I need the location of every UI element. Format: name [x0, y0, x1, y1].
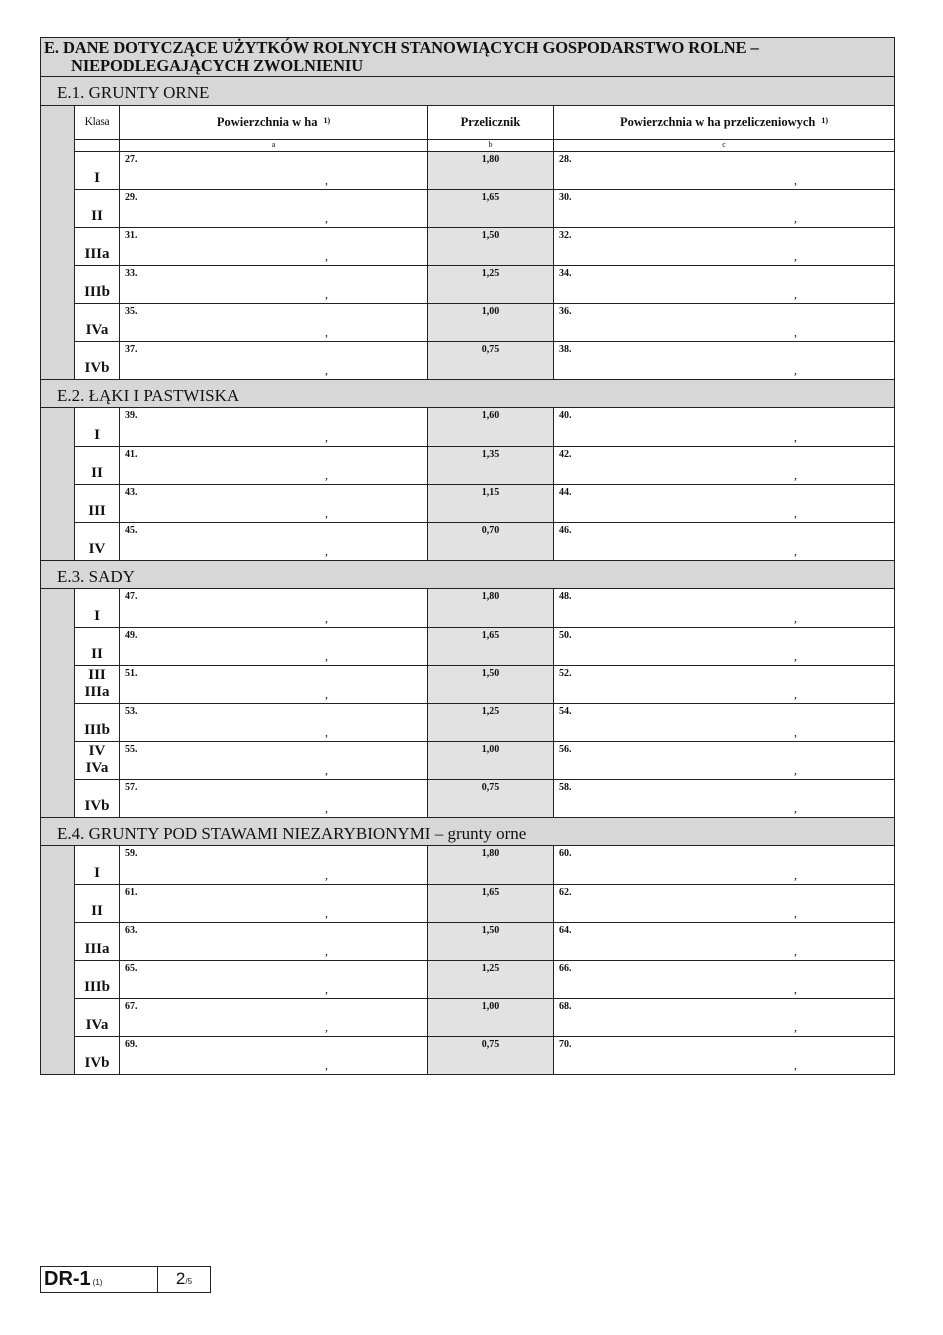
- converted-area-field[interactable]: [554, 1037, 894, 1074]
- decimal-comma: ,: [794, 1058, 797, 1072]
- decimal-comma: ,: [794, 687, 797, 701]
- field-number: 38.: [559, 344, 572, 355]
- field-number: 51.: [125, 668, 138, 679]
- table-row: [75, 846, 894, 884]
- decimal-comma: ,: [325, 363, 328, 377]
- class-label-line: IVa: [85, 760, 109, 776]
- class-label-line: I: [94, 608, 100, 624]
- left-margin: [41, 589, 74, 817]
- converted-area-field[interactable]: [554, 628, 894, 665]
- form-section-e: [40, 37, 895, 1075]
- decimal-comma: ,: [325, 982, 328, 996]
- area-field[interactable]: [120, 408, 428, 446]
- factor-value: 1,50: [481, 668, 500, 679]
- class-label: [75, 628, 120, 665]
- table-row: [75, 884, 894, 922]
- converted-area-field[interactable]: [554, 923, 894, 960]
- field-number: 58.: [559, 782, 572, 793]
- page-current: 2: [175, 1269, 186, 1288]
- field-number: 70.: [559, 1039, 572, 1050]
- converted-area-field[interactable]: [554, 780, 894, 817]
- class-label: [75, 742, 120, 779]
- class-label-line: IIIb: [84, 284, 110, 300]
- class-label-line: IIIb: [84, 722, 110, 738]
- table-row: [75, 341, 894, 379]
- converted-area-field[interactable]: [554, 846, 894, 884]
- subsection-table: [74, 589, 894, 817]
- class-label: [75, 342, 120, 379]
- decimal-comma: ,: [325, 287, 328, 301]
- area-field[interactable]: [120, 666, 428, 703]
- factor-value: 1,60: [481, 410, 500, 421]
- field-number: 53.: [125, 706, 138, 717]
- decimal-comma: ,: [325, 725, 328, 739]
- decimal-comma: ,: [794, 763, 797, 777]
- factor-value: 0,70: [481, 525, 500, 536]
- column-letter-row: [75, 139, 894, 151]
- decimal-comma: ,: [325, 506, 328, 520]
- table-row: [75, 1036, 894, 1074]
- class-label: [75, 228, 120, 265]
- field-number: 35.: [125, 306, 138, 317]
- table-row: [75, 151, 894, 189]
- class-label-line: IV: [88, 541, 106, 557]
- section-title: [41, 38, 894, 77]
- decimal-comma: ,: [794, 906, 797, 920]
- area-field[interactable]: [120, 342, 428, 379]
- area-field[interactable]: [120, 961, 428, 998]
- field-number: 37.: [125, 344, 138, 355]
- table-row: [75, 522, 894, 560]
- converted-area-field[interactable]: [554, 999, 894, 1036]
- decimal-comma: ,: [325, 944, 328, 958]
- converted-area-field[interactable]: [554, 485, 894, 522]
- decimal-comma: ,: [794, 868, 797, 882]
- conversion-factor: [428, 190, 554, 227]
- conversion-factor: [428, 780, 554, 817]
- left-margin: [41, 106, 74, 379]
- field-number: 30.: [559, 192, 572, 203]
- form-version: (1): [92, 1278, 103, 1287]
- subsection-title: E.1. GRUNTY ORNE: [41, 77, 894, 105]
- factor-value: 0,75: [481, 344, 500, 355]
- decimal-comma: ,: [325, 906, 328, 920]
- left-margin: [41, 846, 74, 1074]
- field-number: 41.: [125, 449, 138, 460]
- class-label-line: IIIa: [84, 684, 110, 700]
- subsection-table: [74, 408, 894, 560]
- area-field[interactable]: [120, 885, 428, 922]
- converted-area-field[interactable]: [554, 704, 894, 741]
- decimal-comma: ,: [325, 325, 328, 339]
- class-label: [75, 666, 120, 703]
- decimal-comma: ,: [325, 430, 328, 444]
- conversion-factor: [428, 923, 554, 960]
- conversion-factor: [428, 885, 554, 922]
- area-field[interactable]: [120, 742, 428, 779]
- table-row: [75, 741, 894, 779]
- converted-area-field[interactable]: [554, 342, 894, 379]
- factor-value: 1,80: [481, 848, 500, 859]
- decimal-comma: ,: [794, 173, 797, 187]
- form-code: [41, 1267, 158, 1292]
- header-klasa: Klasa: [75, 106, 120, 139]
- factor-value: 1,65: [481, 887, 500, 898]
- factor-value: 0,75: [481, 782, 500, 793]
- converted-area-field[interactable]: [554, 152, 894, 189]
- form-footer: [40, 1266, 211, 1293]
- class-label-line: IV: [88, 743, 106, 759]
- subsection-table: [74, 106, 894, 379]
- conversion-factor: [428, 846, 554, 884]
- decimal-comma: ,: [794, 506, 797, 520]
- conversion-factor: [428, 1037, 554, 1074]
- factor-value: 1,50: [481, 230, 500, 241]
- class-label: [75, 999, 120, 1036]
- subsection-title: E.2. ŁĄKI I PASTWISKA: [41, 379, 894, 407]
- class-label-line: III: [88, 667, 106, 683]
- field-number: 27.: [125, 154, 138, 165]
- field-number: 54.: [559, 706, 572, 717]
- factor-value: 1,65: [481, 630, 500, 641]
- class-label-line: IVa: [85, 322, 109, 338]
- conversion-factor: [428, 408, 554, 446]
- decimal-comma: ,: [794, 725, 797, 739]
- class-label: [75, 304, 120, 341]
- left-margin: [41, 408, 74, 560]
- decimal-comma: ,: [325, 868, 328, 882]
- conversion-factor: [428, 704, 554, 741]
- field-number: 64.: [559, 925, 572, 936]
- class-label-line: IVa: [85, 1017, 109, 1033]
- factor-value: 1,25: [481, 706, 500, 717]
- conversion-factor: [428, 589, 554, 627]
- field-number: 48.: [559, 591, 572, 602]
- converted-area-field[interactable]: [554, 885, 894, 922]
- table-row: [75, 265, 894, 303]
- area-field[interactable]: [120, 1037, 428, 1074]
- area-field[interactable]: [120, 304, 428, 341]
- header-factor: Przelicznik: [428, 106, 554, 139]
- table-row: [75, 960, 894, 998]
- decimal-comma: ,: [794, 287, 797, 301]
- class-label-line: IIIa: [84, 246, 110, 262]
- decimal-comma: ,: [794, 468, 797, 482]
- table-row: [75, 665, 894, 703]
- table-row: [75, 627, 894, 665]
- factor-value: 1,50: [481, 925, 500, 936]
- field-number: 56.: [559, 744, 572, 755]
- area-field[interactable]: [120, 190, 428, 227]
- converted-area-field[interactable]: [554, 408, 894, 446]
- converted-area-field[interactable]: [554, 266, 894, 303]
- field-number: 61.: [125, 887, 138, 898]
- decimal-comma: ,: [325, 468, 328, 482]
- decimal-comma: ,: [325, 611, 328, 625]
- field-number: 45.: [125, 525, 138, 536]
- conversion-factor: [428, 447, 554, 484]
- field-number: 69.: [125, 1039, 138, 1050]
- field-number: 50.: [559, 630, 572, 641]
- class-label: [75, 961, 120, 998]
- field-number: 59.: [125, 848, 138, 859]
- decimal-comma: ,: [325, 544, 328, 558]
- class-label-line: III: [88, 503, 106, 519]
- converted-area-field[interactable]: [554, 961, 894, 998]
- conversion-factor: [428, 666, 554, 703]
- field-number: 62.: [559, 887, 572, 898]
- conversion-factor: [428, 742, 554, 779]
- table-row: [75, 703, 894, 741]
- factor-value: 1,15: [481, 487, 500, 498]
- field-number: 44.: [559, 487, 572, 498]
- converted-area-field[interactable]: [554, 523, 894, 560]
- field-number: 31.: [125, 230, 138, 241]
- subsection-body: [41, 588, 894, 817]
- subsection-table: [74, 846, 894, 1074]
- field-number: 28.: [559, 154, 572, 165]
- area-field[interactable]: [120, 523, 428, 560]
- field-number: 43.: [125, 487, 138, 498]
- class-label-line: II: [91, 208, 103, 224]
- table-row: [75, 922, 894, 960]
- header-converted-label: Powierzchnia w ha przeliczeniowych: [619, 115, 816, 129]
- decimal-comma: ,: [794, 611, 797, 625]
- decimal-comma: ,: [325, 173, 328, 187]
- field-number: 47.: [125, 591, 138, 602]
- factor-value: 1,00: [481, 744, 500, 755]
- class-label: [75, 846, 120, 884]
- class-label: [75, 523, 120, 560]
- page-number: [158, 1267, 210, 1292]
- field-number: 32.: [559, 230, 572, 241]
- class-label: [75, 923, 120, 960]
- table-row: [75, 779, 894, 817]
- conversion-factor: [428, 485, 554, 522]
- factor-value: 1,00: [481, 1001, 500, 1012]
- factor-value: 1,25: [481, 963, 500, 974]
- field-number: 63.: [125, 925, 138, 936]
- field-number: 60.: [559, 848, 572, 859]
- class-label: [75, 190, 120, 227]
- class-label: [75, 266, 120, 303]
- area-field[interactable]: [120, 589, 428, 627]
- decimal-comma: ,: [325, 249, 328, 263]
- class-label: [75, 408, 120, 446]
- decimal-comma: ,: [794, 325, 797, 339]
- class-label-line: I: [94, 170, 100, 186]
- class-label-line: IVb: [84, 798, 110, 814]
- area-field[interactable]: [120, 846, 428, 884]
- subsection-body: [41, 105, 894, 379]
- decimal-comma: ,: [794, 544, 797, 558]
- field-number: 49.: [125, 630, 138, 641]
- factor-value: 0,75: [481, 1039, 500, 1050]
- decimal-comma: ,: [794, 944, 797, 958]
- class-label-line: II: [91, 465, 103, 481]
- converted-area-field[interactable]: [554, 589, 894, 627]
- class-label-line: IIIa: [84, 941, 110, 957]
- decimal-comma: ,: [794, 430, 797, 444]
- class-label: [75, 780, 120, 817]
- converted-area-field[interactable]: [554, 447, 894, 484]
- table-row: [75, 303, 894, 341]
- section-title-line2: NIEPODLEGAJĄCYCH ZWOLNIENIU: [71, 56, 364, 75]
- page-total: /5: [185, 1277, 193, 1286]
- factor-value: 1,25: [481, 268, 500, 279]
- factor-value: 1,35: [481, 449, 500, 460]
- subsection-body: [41, 407, 894, 560]
- conversion-factor: [428, 304, 554, 341]
- class-label-line: I: [94, 427, 100, 443]
- field-number: 40.: [559, 410, 572, 421]
- conversion-factor: [428, 523, 554, 560]
- decimal-comma: ,: [794, 649, 797, 663]
- conversion-factor: [428, 266, 554, 303]
- table-row: [75, 484, 894, 522]
- area-field[interactable]: [120, 266, 428, 303]
- field-number: 33.: [125, 268, 138, 279]
- class-label: [75, 589, 120, 627]
- area-field[interactable]: [120, 780, 428, 817]
- table-row: [75, 998, 894, 1036]
- field-number: 57.: [125, 782, 138, 793]
- area-field[interactable]: [120, 704, 428, 741]
- field-number: 34.: [559, 268, 572, 279]
- area-field[interactable]: [120, 628, 428, 665]
- field-number: 52.: [559, 668, 572, 679]
- class-label-line: II: [91, 646, 103, 662]
- header-area: [120, 106, 428, 139]
- area-field[interactable]: [120, 152, 428, 189]
- area-field[interactable]: [120, 485, 428, 522]
- header-area-label: Powierzchnia w ha: [216, 115, 318, 129]
- area-field[interactable]: [120, 999, 428, 1036]
- decimal-comma: ,: [794, 1020, 797, 1034]
- converted-area-field[interactable]: [554, 742, 894, 779]
- header-converted-area: [554, 106, 894, 139]
- converted-area-field[interactable]: [554, 190, 894, 227]
- area-field[interactable]: [120, 923, 428, 960]
- field-number: 42.: [559, 449, 572, 460]
- class-label: [75, 1037, 120, 1074]
- column-letter-a: a: [120, 140, 428, 151]
- subsection-title: E.3. SADY: [41, 560, 894, 588]
- footnote-ref: 1): [821, 116, 829, 125]
- field-number: 29.: [125, 192, 138, 203]
- subsections: [41, 77, 894, 1074]
- conversion-factor: [428, 999, 554, 1036]
- decimal-comma: ,: [794, 249, 797, 263]
- class-label: [75, 485, 120, 522]
- class-label: [75, 704, 120, 741]
- field-number: 39.: [125, 410, 138, 421]
- converted-area-field[interactable]: [554, 666, 894, 703]
- class-label-line: II: [91, 903, 103, 919]
- conversion-factor: [428, 628, 554, 665]
- conversion-factor: [428, 342, 554, 379]
- class-label-line: IVb: [84, 360, 110, 376]
- decimal-comma: ,: [325, 801, 328, 815]
- subsection-title: E.4. GRUNTY POD STAWAMI NIEZARYBIONYMI – grunty orne: [41, 817, 894, 845]
- decimal-comma: ,: [794, 801, 797, 815]
- field-number: 66.: [559, 963, 572, 974]
- form-code-text: DR-1: [44, 1268, 91, 1290]
- class-label: [75, 447, 120, 484]
- table-row: [75, 446, 894, 484]
- field-number: 36.: [559, 306, 572, 317]
- table-row: [75, 227, 894, 265]
- factor-value: 1,65: [481, 192, 500, 203]
- decimal-comma: ,: [794, 982, 797, 996]
- decimal-comma: ,: [325, 1020, 328, 1034]
- decimal-comma: ,: [794, 211, 797, 225]
- class-label: [75, 152, 120, 189]
- class-label-line: IIIb: [84, 979, 110, 995]
- field-number: 65.: [125, 963, 138, 974]
- decimal-comma: ,: [794, 363, 797, 377]
- letter-blank: [75, 140, 120, 151]
- area-field[interactable]: [120, 228, 428, 265]
- field-number: 46.: [559, 525, 572, 536]
- class-label-line: IVb: [84, 1055, 110, 1071]
- class-label: [75, 885, 120, 922]
- decimal-comma: ,: [325, 1058, 328, 1072]
- footnote-ref: 1): [323, 116, 331, 125]
- decimal-comma: ,: [325, 687, 328, 701]
- table-row: [75, 408, 894, 446]
- column-letter-b: b: [428, 140, 554, 151]
- subsection-body: [41, 845, 894, 1074]
- field-number: 55.: [125, 744, 138, 755]
- conversion-factor: [428, 961, 554, 998]
- factor-value: 1,80: [481, 591, 500, 602]
- decimal-comma: ,: [325, 763, 328, 777]
- class-label-line: I: [94, 865, 100, 881]
- decimal-comma: ,: [325, 211, 328, 225]
- area-field[interactable]: [120, 447, 428, 484]
- column-letter-c: c: [554, 140, 894, 151]
- conversion-factor: [428, 152, 554, 189]
- factor-value: 1,80: [481, 154, 500, 165]
- converted-area-field[interactable]: [554, 228, 894, 265]
- converted-area-field[interactable]: [554, 304, 894, 341]
- table-header-row: [75, 106, 894, 139]
- field-number: 68.: [559, 1001, 572, 1012]
- decimal-comma: ,: [325, 649, 328, 663]
- factor-value: 1,00: [481, 306, 500, 317]
- table-row: [75, 189, 894, 227]
- section-title-line1: E. DANE DOTYCZĄCE UŻYTKÓW ROLNYCH STANOWIĄCYCH GOSPODARSTWO ROLNE –: [44, 38, 759, 57]
- field-number: 67.: [125, 1001, 138, 1012]
- table-row: [75, 589, 894, 627]
- conversion-factor: [428, 228, 554, 265]
